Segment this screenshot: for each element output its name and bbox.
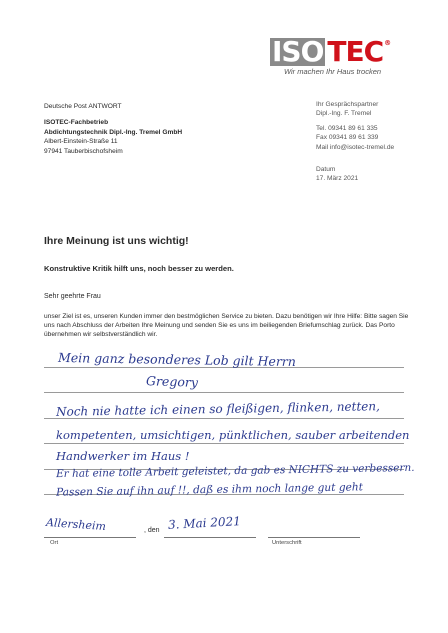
ruled-line — [44, 418, 404, 419]
contact-block — [316, 100, 394, 152]
registered-mark: ® — [384, 39, 391, 47]
contact-tel: Tel. 09341 89 61 335 — [316, 124, 378, 132]
handwritten-line: Noch nie hatte ich einen so fleißigen, flinken, netten, — [55, 399, 380, 419]
salutation: Sehr geehrte Frau — [44, 293, 101, 300]
contact-mail: Mail info@isotec-tremel.de — [316, 143, 395, 151]
date-rule — [164, 537, 256, 538]
company-name: ISOTEC-Fachbetrieb — [44, 119, 109, 127]
handwritten-place: Allersheim — [45, 515, 107, 534]
handwritten-line: Er hat eine tolle Arbeit geleistet, da gab es NICHTS zu verbessern. — [55, 461, 415, 481]
signature-label: Unterschrift — [272, 540, 302, 546]
contact-fax: Fax 09341 89 61 339 — [316, 134, 379, 142]
date-label: Datum — [316, 166, 336, 173]
handwritten-date: 3. Mai 2021 — [167, 514, 242, 532]
isotec-logo — [270, 35, 410, 78]
company-subtitle: Abdichtungstechnik Dipl.-Ing. Tremel GmbH — [44, 128, 183, 136]
signature-rule — [268, 537, 360, 538]
handwritten-line: kompetenten, umsichtigen, pünktlichen, sauber arbeitenden — [56, 428, 410, 442]
date-connector: , den — [144, 527, 160, 534]
page-subtitle: Konstruktive Kritik hilft uns, noch besser zu werden. — [44, 264, 234, 273]
place-rule — [44, 537, 136, 538]
handwritten-line: Gregory — [145, 373, 199, 390]
body-text: unser Ziel ist es, unseren Kunden immer den bestmöglichen Service zu bieten. Dazu benötigen wir Ihre Hilfe: Bitte sagen Sie uns nach Abschluss der Arbeiten Ihre Meinung und senden Sie es uns im beiliegenden Briefumschlag zurück. Das Porto übernehmen wir selbstverständlich wir. — [44, 313, 409, 339]
recipient-address — [44, 102, 182, 156]
postal-line: Deutsche Post ANTWORT — [44, 103, 122, 110]
logo-iso-text: ISO — [272, 35, 324, 68]
handwritten-line: Handwerker im Haus ! — [56, 449, 190, 463]
handwritten-line: Passen Sie auf ihn auf !!, daß es ihm noch lange gut geht — [55, 481, 364, 499]
ruled-line — [44, 392, 404, 393]
handwritten-line: Mein ganz besonderes Lob gilt Herrn — [57, 349, 297, 370]
ruled-line — [44, 443, 404, 444]
contact-name: Dipl.-Ing. F. Tremel — [316, 110, 372, 118]
logo-slogan: Wir machen Ihr Haus trocken — [284, 67, 382, 76]
page-title: Ihre Meinung ist uns wichtig! — [44, 235, 189, 247]
place-label: Ort — [50, 540, 59, 546]
contact-label: Ihr Gesprächspartner — [316, 101, 379, 108]
city: 97941 Tauberbischofsheim — [44, 147, 123, 155]
date-block — [316, 165, 358, 184]
street: Albert-Einstein-Straße 11 — [44, 138, 118, 146]
logo-wordmark — [270, 35, 391, 68]
date-value: 17. März 2021 — [316, 175, 359, 183]
logo-tec-text: TEC — [327, 35, 384, 68]
